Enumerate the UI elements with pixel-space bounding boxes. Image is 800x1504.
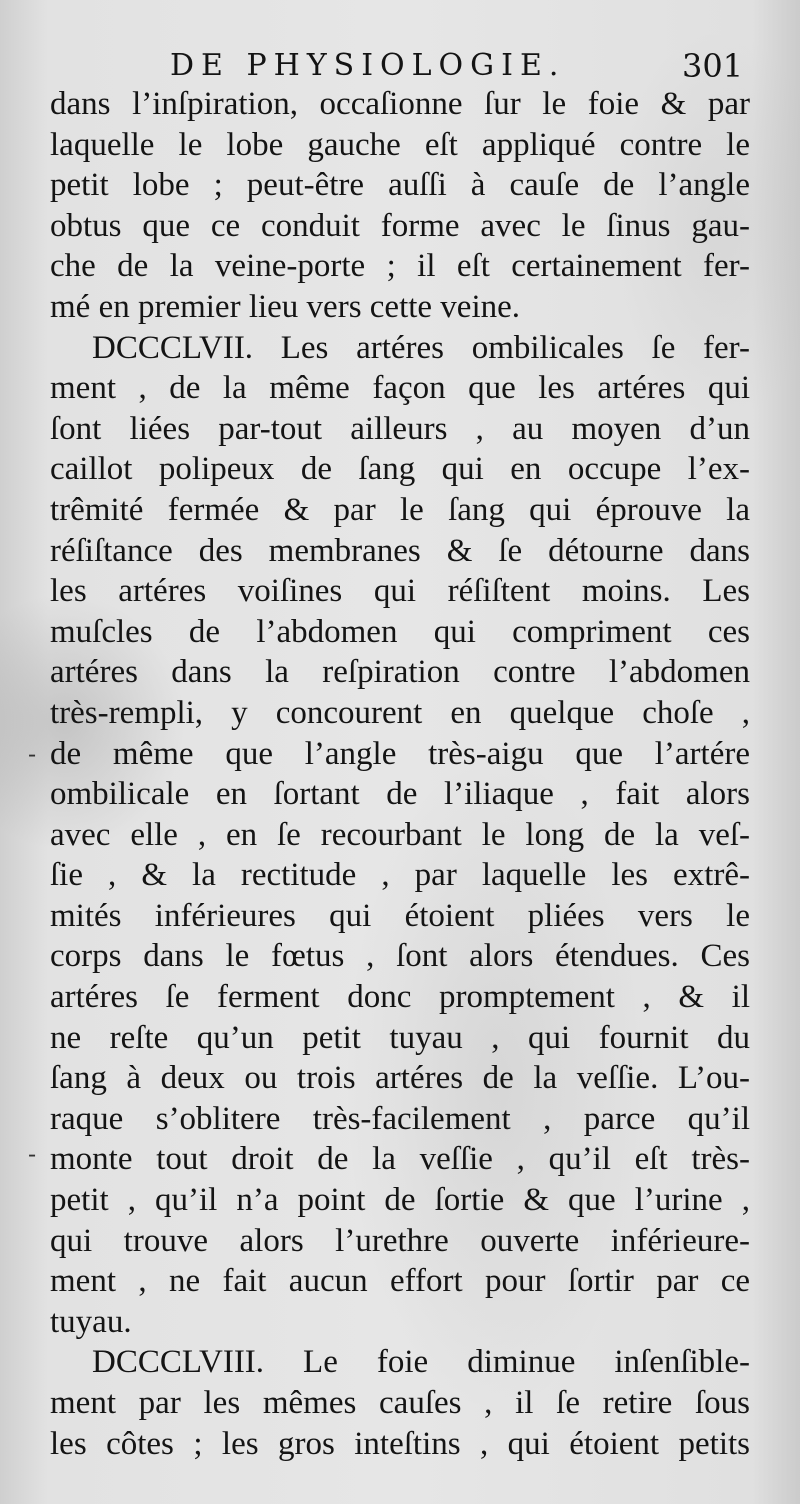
text-line: dans l’inſpiration, occaſionne ſur le foie & par — [50, 86, 750, 122]
text-line: ſang à deux ou trois artéres de la veſſie. L’ou- — [50, 1060, 750, 1097]
body-text — [50, 84, 750, 1464]
text-line: ne reſte qu’un petit tuyau , qui fournit du — [50, 1019, 750, 1056]
text-line: ſont liées par-tout ailleurs , au moyen d’un — [50, 410, 750, 447]
text-line: qui trouve alors l’urethre ouverte inférieure- — [50, 1222, 750, 1259]
text-line: ſie , & la rectitude , par laquelle les extrê- — [50, 857, 750, 894]
margin-tick-mark: - — [28, 1140, 37, 1168]
text-line: réſiſtance des membranes & ſe détourne dans — [50, 532, 750, 569]
text-line: tuyau. — [50, 1303, 132, 1340]
text-line: les côtes ; les gros inteſtins , qui étoient petits — [50, 1425, 750, 1462]
text-line: che de la veine-porte ; il eſt certainement fer- — [50, 248, 750, 285]
text-line: corps dans le fœtus , ſont alors étendues. Ces — [50, 938, 750, 975]
text-line: les artéres voiſines qui réſiſtent moins. Les — [50, 573, 750, 610]
text-line: mités inférieures qui étoient pliées vers le — [50, 897, 750, 934]
text-line: artéres dans la reſpiration contre l’abdomen — [50, 654, 750, 691]
text-line: obtus que ce conduit forme avec le ſinus gau- — [50, 207, 750, 244]
text-line: muſcles de l’abdomen qui compriment ces — [50, 613, 750, 650]
text-line: petit lobe ; peut-être auſſi à cauſe de l’angle — [50, 167, 750, 204]
page-number: 301 — [682, 47, 744, 85]
text-line: avec elle , en ſe recourbant le long de la veſ- — [50, 816, 750, 853]
text-line: ment , ne fait aucun effort pour ſortir par ce — [50, 1263, 750, 1300]
running-head — [0, 44, 800, 88]
text-line: de même que l’angle très-aigu que l’artére — [50, 735, 750, 772]
text-line: ombilicale en ſortant de l’iliaque , fait alors — [50, 776, 750, 813]
text-line: laquelle le lobe gauche eſt appliqué contre le — [50, 126, 750, 163]
text-line: ment par les mêmes cauſes , il ſe retire ſous — [50, 1385, 750, 1421]
margin-tick-mark: - — [28, 740, 37, 768]
text-line: très-rempli, y concourent en quelque choſe , — [50, 694, 750, 731]
text-line: trêmité fermée & par le ſang qui éprouve la — [50, 491, 750, 528]
text-line: ment , de la même façon que les artéres qui — [50, 370, 750, 407]
text-line: petit , qu’il n’a point de ſortie & que l’urine , — [50, 1182, 750, 1219]
paragraph-start-dccclvii: DCCCLVII. Les artéres ombilicales ſe fer- — [92, 329, 750, 366]
text-line: caillot polipeux de ſang qui en occupe l’ex- — [50, 451, 750, 488]
running-title: DE PHYSIOLOGIE. — [170, 48, 566, 83]
text-line: monte tout droit de la veſſie , qu’il eſt très- — [50, 1141, 750, 1178]
text-line: artéres ſe ferment donc promptement , & il — [50, 979, 750, 1016]
text-line: raque s’oblitere très-facilement , parce qu’il — [50, 1100, 750, 1137]
text-line: mé en premier lieu vers cette veine. — [50, 288, 521, 325]
paragraph-start-dccclviii: DCCCLVIII. Le foie diminue inſenſible- — [92, 1344, 750, 1381]
